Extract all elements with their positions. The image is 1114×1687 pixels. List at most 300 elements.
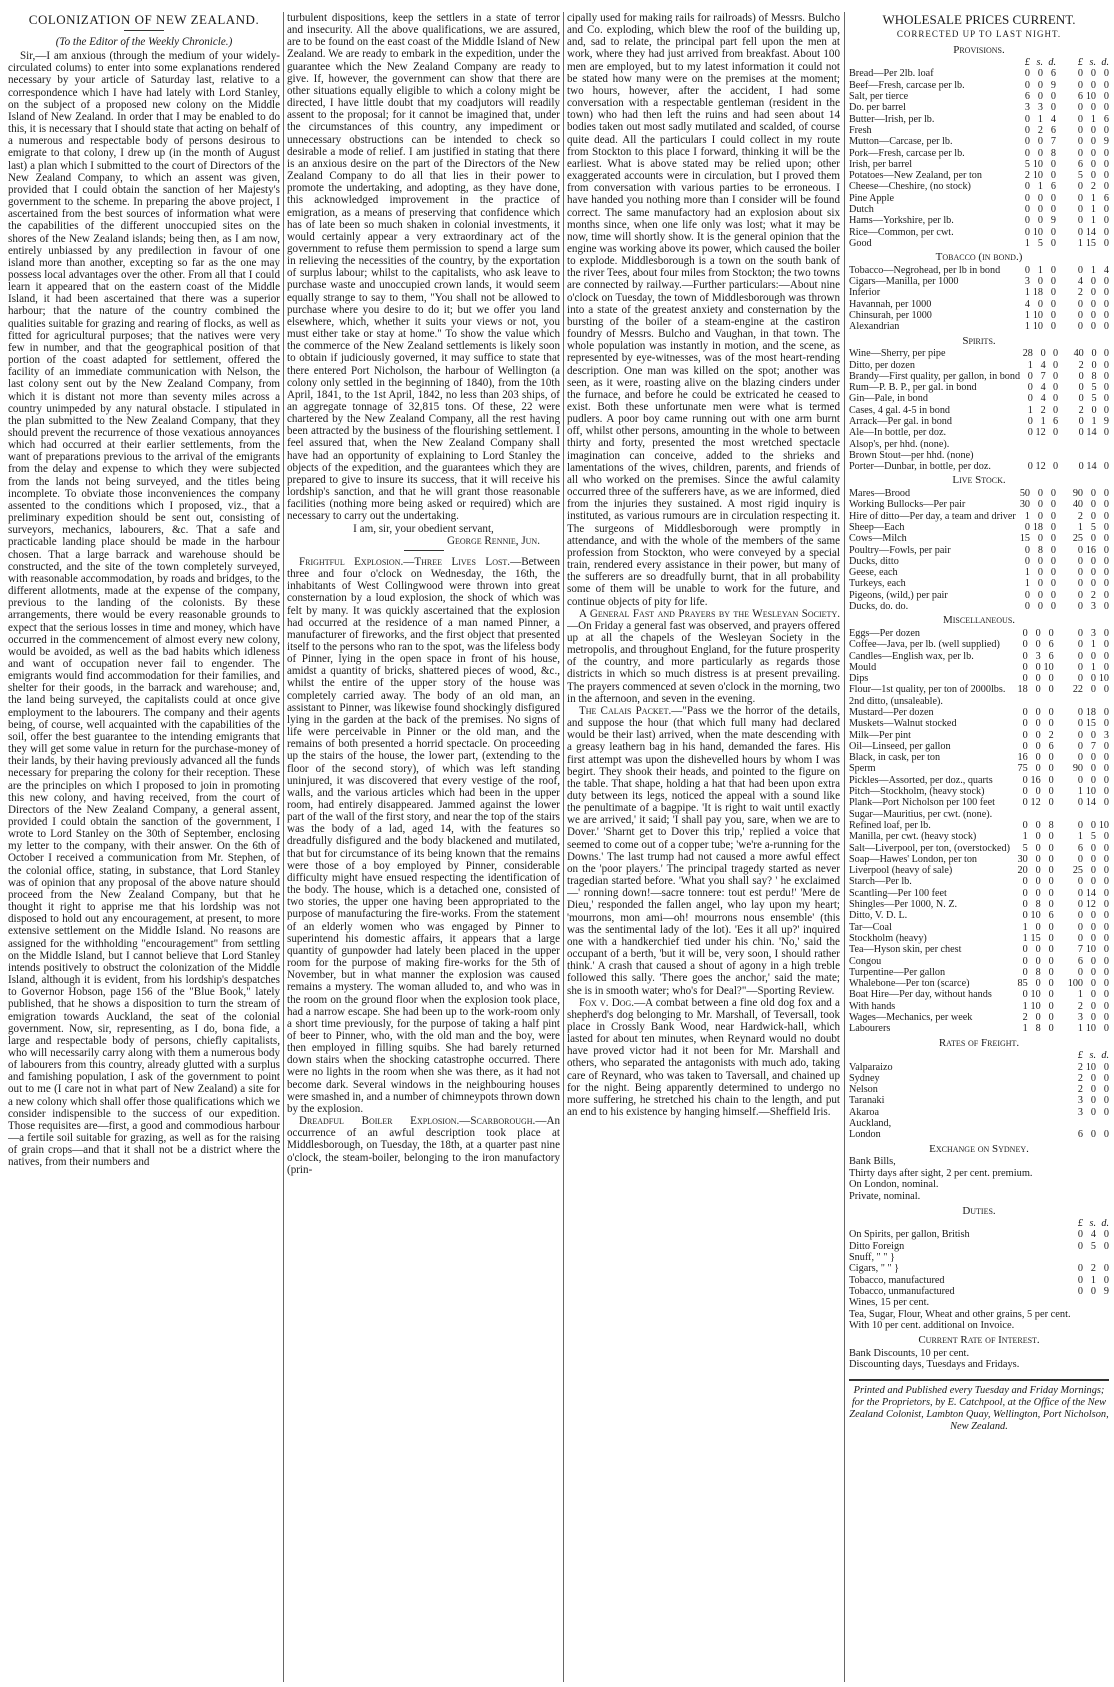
price-value: 0 bbox=[1035, 639, 1041, 651]
price-value: 0 bbox=[1050, 544, 1056, 556]
price-value: 0 bbox=[1050, 589, 1056, 601]
price-value: 0 bbox=[1077, 876, 1083, 888]
price-row bbox=[849, 989, 1109, 1000]
price-value: 0 bbox=[1090, 1072, 1096, 1084]
price-value: 1 bbox=[1022, 831, 1028, 843]
price-value: 0 bbox=[1090, 1084, 1096, 1096]
price-item-name: Working Bullocks—Per pair bbox=[849, 499, 966, 511]
price-value: 0 bbox=[1103, 752, 1109, 764]
price-value bbox=[1096, 696, 1109, 707]
currency-header: s. bbox=[1089, 1218, 1096, 1230]
price-value: 4 bbox=[1077, 276, 1083, 288]
price-value: 1 bbox=[1037, 113, 1043, 125]
price-row bbox=[849, 1095, 1109, 1106]
price-value: 18 bbox=[1017, 684, 1028, 696]
price-item-name: Flour—1st quality, per ton of 2000lbs. bbox=[849, 684, 1006, 696]
price-row bbox=[849, 511, 1109, 522]
price-value: 0 bbox=[1048, 1023, 1054, 1035]
price-value: 0 bbox=[1090, 310, 1096, 322]
price-item-name: Ditto Foreign bbox=[849, 1240, 905, 1252]
price-value: 0 bbox=[1077, 910, 1083, 922]
price-separator bbox=[1054, 741, 1068, 752]
price-row bbox=[849, 831, 1109, 842]
price-value: 0 bbox=[1024, 192, 1030, 204]
price-item-name: Alexandrian bbox=[849, 321, 900, 333]
price-item-name: Shingles—Per 1000, N. Z. bbox=[849, 899, 958, 911]
price-value: 0 bbox=[1022, 627, 1028, 639]
price-value: 0 bbox=[1077, 601, 1083, 613]
price-value bbox=[1097, 450, 1109, 461]
price-value: 5 bbox=[1024, 158, 1030, 170]
price-separator bbox=[1056, 265, 1070, 276]
price-value: 0 bbox=[1050, 533, 1056, 545]
price-value: 10 bbox=[1032, 226, 1043, 238]
price-separator bbox=[1054, 922, 1068, 933]
price-separator bbox=[1054, 797, 1068, 808]
price-value: 6 bbox=[1052, 415, 1059, 427]
price-value: 0 bbox=[1103, 102, 1109, 114]
price-row bbox=[849, 114, 1109, 125]
price-item-name: Porter—Dunbar, in bottle, per doz. bbox=[849, 461, 991, 473]
price-item-name: Oil—Linseed, per gallon bbox=[849, 740, 951, 752]
price-value: 16 bbox=[1085, 544, 1096, 556]
price-separator bbox=[1054, 1012, 1068, 1023]
price-value: 0 bbox=[1077, 136, 1083, 148]
price-separator bbox=[1058, 348, 1071, 359]
price-value: 30 bbox=[1017, 853, 1028, 865]
price-value: 0 bbox=[1052, 382, 1059, 394]
price-value: 0 bbox=[1090, 932, 1096, 944]
price-value: 0 bbox=[1022, 774, 1028, 786]
price-row bbox=[849, 741, 1109, 752]
price-value bbox=[1071, 439, 1084, 450]
price-value: 0 bbox=[1035, 740, 1041, 752]
price-value: 2 bbox=[1022, 1012, 1028, 1024]
price-value: 0 bbox=[1103, 650, 1109, 662]
price-item-name: Tobacco, manufactured bbox=[849, 1274, 945, 1286]
price-value: 0 bbox=[1024, 113, 1030, 125]
price-item-name: Inferior bbox=[849, 287, 881, 299]
price-value: 0 bbox=[1048, 763, 1054, 775]
price-value: 1 bbox=[1024, 510, 1030, 522]
price-value: 10 bbox=[1043, 661, 1054, 673]
price-value: 10 bbox=[1085, 944, 1096, 956]
price-sections bbox=[849, 45, 1109, 1035]
price-row bbox=[849, 193, 1109, 204]
price-row bbox=[849, 522, 1109, 533]
price-value: 0 bbox=[1035, 673, 1041, 685]
price-value: 0 bbox=[1103, 427, 1109, 439]
price-value: 9 bbox=[1050, 79, 1056, 91]
price-value: 0 bbox=[1035, 707, 1041, 718]
price-value: 0 bbox=[1090, 136, 1096, 148]
article-explosion bbox=[287, 556, 560, 1115]
price-value: 0 bbox=[1050, 567, 1056, 579]
price-value: 3 bbox=[1077, 1095, 1083, 1107]
price-value: 90 bbox=[1072, 763, 1083, 775]
price-value: 0 bbox=[1103, 567, 1109, 579]
column-colonization bbox=[8, 12, 280, 1682]
price-item-name: Dips bbox=[849, 673, 869, 685]
price-value: 0 bbox=[1078, 461, 1084, 473]
price-value: 0 bbox=[1103, 68, 1109, 80]
price-value: 0 bbox=[1022, 910, 1028, 922]
price-value: 0 bbox=[1090, 842, 1096, 854]
price-value: 0 bbox=[1103, 1000, 1109, 1012]
price-value: 0 bbox=[1077, 932, 1083, 944]
price-value: 0 bbox=[1090, 966, 1096, 978]
price-value: 0 bbox=[1103, 404, 1109, 416]
price-row bbox=[849, 809, 1109, 820]
price-value: 0 bbox=[1103, 921, 1109, 933]
price-value: 0 bbox=[1103, 842, 1109, 854]
price-separator bbox=[1054, 831, 1068, 842]
price-row bbox=[849, 215, 1109, 226]
price-value: 0 bbox=[1103, 774, 1109, 786]
price-value: 0 bbox=[1090, 499, 1096, 511]
price-row bbox=[849, 299, 1109, 310]
article-text-boiler: —An occurrence of an awful description took place at Middlesborough, on Tuesday, the 18th, at a quarter past nine o'clock, the steam-boiler, belonging to the iron manufactory (prin- bbox=[287, 1115, 560, 1176]
price-item-name: Bread—Per 2lb. loaf bbox=[849, 68, 934, 80]
price-row bbox=[849, 310, 1109, 321]
price-value: 0 bbox=[1022, 639, 1028, 651]
price-value bbox=[1020, 450, 1033, 461]
price-value: 0 bbox=[1090, 729, 1096, 741]
price-value: 0 bbox=[1090, 158, 1096, 170]
price-value: 0 bbox=[1103, 359, 1109, 371]
price-value: 8 bbox=[1050, 147, 1056, 159]
price-row bbox=[849, 1073, 1109, 1084]
price-value: 0 bbox=[1103, 124, 1109, 136]
price-separator bbox=[1056, 125, 1070, 136]
price-value: 0 bbox=[1103, 684, 1109, 696]
price-row bbox=[849, 590, 1109, 601]
price-value: 0 bbox=[1048, 797, 1054, 809]
price-item-name: Valparaizo bbox=[849, 1061, 893, 1073]
price-value: 0 bbox=[1103, 1106, 1109, 1118]
price-separator bbox=[1056, 511, 1070, 522]
price-value bbox=[1096, 1252, 1109, 1263]
price-row bbox=[849, 1023, 1109, 1034]
price-value: 0 bbox=[1077, 578, 1083, 590]
price-item-name: Boat Hire—Per day, without hands bbox=[849, 989, 992, 1001]
price-row bbox=[849, 125, 1109, 136]
price-value: 0 bbox=[1103, 158, 1109, 170]
price-value bbox=[1097, 439, 1109, 450]
price-value: 9 bbox=[1050, 215, 1056, 227]
price-value: 0 bbox=[1103, 544, 1109, 556]
price-value: 0 bbox=[1103, 1274, 1109, 1286]
price-value: 0 bbox=[1103, 533, 1109, 545]
price-value: 0 bbox=[1077, 650, 1083, 662]
price-value: 0 bbox=[1048, 707, 1054, 718]
price-value: 0 bbox=[1077, 298, 1083, 310]
price-separator bbox=[1056, 321, 1070, 332]
price-value: 0 bbox=[1090, 170, 1096, 182]
price-value: 6 bbox=[1048, 910, 1054, 922]
price-row bbox=[849, 1229, 1109, 1240]
price-value: 0 bbox=[1090, 752, 1096, 764]
price-item-name: Plank—Port Nicholson per 100 feet bbox=[849, 797, 995, 809]
price-item-name: Liverpool (heavy of sale) bbox=[849, 865, 953, 877]
price-separator bbox=[1054, 730, 1068, 741]
price-item-name: Potatoes—New Zealand, per ton bbox=[849, 170, 982, 182]
price-value: 0 bbox=[1037, 589, 1043, 601]
price-row bbox=[849, 170, 1109, 181]
price-separator bbox=[1054, 944, 1068, 955]
price-row bbox=[849, 662, 1109, 673]
duties-note: Wines, 15 per cent. bbox=[849, 1297, 930, 1309]
price-value: 0 bbox=[1090, 1000, 1096, 1012]
price-value: 0 bbox=[1022, 819, 1028, 831]
price-value: 0 bbox=[1077, 310, 1083, 322]
price-value: 0 bbox=[1090, 555, 1096, 567]
price-value: 0 bbox=[1103, 287, 1109, 299]
price-value: 0 bbox=[1035, 786, 1041, 798]
price-value: 3 bbox=[1090, 601, 1096, 613]
price-value: 0 bbox=[1078, 370, 1084, 382]
price-value: 0 bbox=[1077, 718, 1083, 730]
price-value: 0 bbox=[1035, 853, 1041, 865]
price-value: 0 bbox=[1090, 79, 1096, 91]
price-value: 3 bbox=[1090, 627, 1096, 639]
price-item-name: Pigeons, (wild,) per pair bbox=[849, 589, 948, 601]
article-text-explosion: —Between three and four o'clock on Wednesday, the 16th, the inhabitants of West Collingwood were thrown into great consternation by a loud explosion, the shock of which was felt by many. It was quickly ascertained that the explosion had occurred at the residence of a man named Pinner, a manufacturer of fireworks, and the first object that presented itself to the persons who ran to the spot, was the lifeless body of Pinner, lying in the open space in front of his house, amidst a quantity of bricks, shattered pieces of wood, &c., whilst the entire of the upper story of the house was completely carried away. The body of an old man, an assistant to Pinner, was likewise found shockingly disfigured lying in the garden at the back of the premises. No signs of life were perceivable in Pinner or the old man, and the remains of both presented a horrid spectacle. On proceeding up the stairs of the house, the lower part, (extending to the floor of the second story), of which was left standing uninjured, it was discovered that every vestige of the roof, walls, and the various articles which had been in the upper room, had entirely disappeared. Jammed against the lower part of the wall of the first story, and near the top of the stairs was the body of a lad, aged 14, with the features so dreadfully disfigured and the body blackened and mutilated, that but for circumstance of its being known that the remains were those of a boy employed by Pinner, considerable difficulty might have ensued respecting the identification of the body. The house, which is a detached one, consisted of two stories, the upper one having been appropriated to the purpose of manufacturing the fire-works. From the statement of an elderly women who was engaged by Pinner to superintend his domestic affairs, it appears that a large quantity of gunpowder had lately been placed in the upper room for the purpose of making fire-works for the 5th of November, but in what manner the explosion was caused remains a mystery. The woman alluded to, and who was in the room on the ground floor when the explosion took place, had a narrow escape. She had been up to the work-room only a short time previously, for the purpose of taking a half pint of beer to Pinner, who, with the old man and the boy, were then employed in filling squibs. She had barely returned down stairs when the shocking catastrophe occurred. There were no lights in the room when she was there, as it had not become dark. Several windows in the neighbouring houses were smashed in, and a number of chimneypots thrown down by the explosion. bbox=[287, 555, 560, 1115]
price-value: 0 bbox=[1103, 298, 1109, 310]
price-separator bbox=[1054, 775, 1068, 786]
duties-notes bbox=[849, 1297, 1109, 1332]
price-value: 0 bbox=[1103, 718, 1109, 730]
price-value: 0 bbox=[1090, 276, 1096, 288]
price-row bbox=[849, 1286, 1109, 1297]
price-item-name: Ale—In bottle, per doz. bbox=[849, 427, 947, 439]
price-value: 0 bbox=[1037, 499, 1043, 511]
price-value: 0 bbox=[1077, 181, 1083, 193]
price-value: 0 bbox=[1048, 673, 1054, 685]
price-row bbox=[849, 910, 1109, 921]
price-value: 0 bbox=[1077, 729, 1083, 741]
price-separator bbox=[1054, 820, 1068, 831]
price-separator bbox=[1054, 696, 1068, 707]
price-separator bbox=[1054, 786, 1068, 797]
price-value: 2 bbox=[1078, 404, 1084, 416]
price-value: 0 bbox=[1090, 488, 1096, 500]
price-value: 1 bbox=[1040, 415, 1046, 427]
price-separator bbox=[1054, 989, 1068, 1000]
currency-header-spacer bbox=[849, 57, 1017, 68]
price-value: 3 bbox=[1037, 102, 1043, 114]
price-separator bbox=[1056, 102, 1070, 113]
price-item-name: Good bbox=[849, 237, 872, 249]
price-value: 12 bbox=[1030, 797, 1041, 809]
prices-subtitle: CORRECTED UP TO LAST NIGHT. bbox=[896, 29, 1062, 39]
price-row bbox=[849, 628, 1109, 639]
currency-header: d. bbox=[1101, 57, 1109, 69]
price-value: 0 bbox=[1077, 68, 1083, 80]
price-value: 15 bbox=[1019, 533, 1030, 545]
price-value: 0 bbox=[1103, 932, 1109, 944]
price-row bbox=[849, 181, 1109, 192]
price-value: 0 bbox=[1103, 661, 1109, 673]
price-value: 6 bbox=[1077, 158, 1083, 170]
price-value: 0 bbox=[1077, 1263, 1083, 1275]
price-value: 0 bbox=[1022, 740, 1028, 752]
price-value bbox=[1068, 809, 1083, 820]
price-row bbox=[849, 488, 1109, 499]
freight-title: Rates of Freight. bbox=[938, 1036, 1020, 1049]
price-value: 10 bbox=[1032, 321, 1043, 333]
price-value: 0 bbox=[1050, 298, 1056, 310]
price-value: 6 bbox=[1077, 91, 1083, 103]
price-value: 0 bbox=[1037, 192, 1043, 204]
price-value: 0 bbox=[1035, 661, 1041, 673]
price-value: 0 bbox=[1103, 1084, 1109, 1096]
price-value: 10 bbox=[1085, 786, 1096, 798]
price-value: 0 bbox=[1103, 899, 1109, 911]
column-divider bbox=[563, 12, 564, 1682]
price-item-name: Wine—Sherry, per pipe bbox=[849, 348, 946, 360]
price-separator bbox=[1056, 276, 1070, 287]
price-value: 0 bbox=[1048, 921, 1054, 933]
price-item-name: Fresh bbox=[849, 124, 872, 136]
price-value: 2 bbox=[1077, 1084, 1083, 1096]
price-value: 2 bbox=[1024, 170, 1030, 182]
price-row bbox=[849, 276, 1109, 287]
price-item-name: Alsop's, per hhd. (none). bbox=[849, 438, 950, 450]
price-value: 2 bbox=[1077, 1061, 1083, 1073]
price-value bbox=[1083, 809, 1096, 820]
price-row bbox=[849, 567, 1109, 578]
price-value: 0 bbox=[1090, 1095, 1096, 1107]
price-item-name: Candles—English wax, per lb. bbox=[849, 650, 974, 662]
price-row bbox=[849, 371, 1109, 382]
price-value: 4 bbox=[1040, 382, 1046, 394]
price-value: 1 bbox=[1077, 989, 1083, 1001]
currency-header: £ bbox=[1077, 1218, 1083, 1230]
price-value: 0 bbox=[1103, 853, 1109, 865]
price-value: 0 bbox=[1035, 752, 1041, 764]
price-value: 0 bbox=[1050, 499, 1056, 511]
price-value: 0 bbox=[1090, 955, 1096, 967]
price-value: 7 bbox=[1050, 136, 1056, 148]
price-item-name: Ditto, per dozen bbox=[849, 359, 915, 371]
price-item-name: Tar—Coal bbox=[849, 921, 892, 933]
price-value: 9 bbox=[1103, 1285, 1109, 1297]
price-value: 0 bbox=[1090, 853, 1096, 865]
price-separator bbox=[1056, 193, 1070, 204]
price-value: 0 bbox=[1103, 955, 1109, 967]
price-value: 0 bbox=[1048, 887, 1054, 899]
article-calais bbox=[567, 705, 840, 997]
price-row bbox=[849, 639, 1109, 650]
currency-header: £ bbox=[1077, 57, 1083, 69]
price-value: 0 bbox=[1103, 499, 1109, 511]
price-value: 0 bbox=[1090, 1106, 1096, 1118]
price-value: 0 bbox=[1077, 589, 1083, 601]
price-value: 1 bbox=[1090, 113, 1096, 125]
price-row bbox=[849, 786, 1109, 797]
price-value: 0 bbox=[1077, 555, 1083, 567]
price-value: 0 bbox=[1103, 237, 1109, 249]
price-separator bbox=[1056, 148, 1070, 159]
price-value: 0 bbox=[1103, 627, 1109, 639]
price-item-name: Mares—Brood bbox=[849, 488, 911, 500]
price-value: 0 bbox=[1027, 427, 1033, 439]
column-divider bbox=[283, 12, 284, 1682]
price-value: 0 bbox=[1048, 853, 1054, 865]
price-value: 0 bbox=[1024, 555, 1030, 567]
price-row bbox=[849, 461, 1109, 472]
price-value: 0 bbox=[1090, 567, 1096, 579]
price-item-name: Cows—Milch bbox=[849, 533, 907, 545]
price-value: 4 bbox=[1040, 359, 1046, 371]
price-value: 0 bbox=[1090, 876, 1096, 888]
currency-header: d. bbox=[1101, 1218, 1109, 1230]
price-value: 0 bbox=[1077, 707, 1083, 718]
price-value: 0 bbox=[1050, 192, 1056, 204]
price-item-name: Cases, 4 gal. 4-5 in bond bbox=[849, 404, 951, 416]
price-value bbox=[1083, 1252, 1096, 1263]
price-value: 0 bbox=[1103, 488, 1109, 500]
price-value: 2 bbox=[1090, 1263, 1096, 1275]
price-value bbox=[1033, 439, 1046, 450]
price-value: 0 bbox=[1077, 204, 1083, 216]
price-value: 6 bbox=[1050, 181, 1056, 193]
price-value: 0 bbox=[1103, 348, 1109, 360]
price-value: 0 bbox=[1103, 1095, 1109, 1107]
price-value: 0 bbox=[1077, 740, 1083, 752]
price-item-name: Cheese—Cheshire, (no stock) bbox=[849, 181, 971, 193]
price-value: 16 bbox=[1017, 752, 1028, 764]
price-value: 0 bbox=[1090, 147, 1096, 159]
article-body-continued: turbulent dispositions, keep the settlers in a state of terror and insecurity. All the above qualifications, we are assured, are to be found on the east coast of the Middle Island of New Zealand. We are ready to embark in the expedition, under the guarantee which the New Zealand Company are ready to give. If, however, the government can show that there are other situations equally eligible to which a colony might be directed, I have little doubt that my coadjutors will readily assent to the proposal; for it cannot be imagined that, under the circumstances of this country, any impediment or unnecessary obstructions can be intended to check so desirable a mode of relief. I am justified in stating that there is an anxious desire on the part of the Directors of the New Zealand Company to do all that lies in their power to promote the undertaking, and adopting, as they have done, this acknowledged improvement in the practice of emigration, as a means of preserving that confidence which has of late been so much shaken in colonial investments, it would certainly appear a very extraordinary act of the government to refuse them permission to spend a large sum in relieving the necessities of the country, by the exportation of surplus labour; whilst to the capitalists, who ask leave to purchase waste and unoccupied crown lands, it would seem equally strange to say to them, "You shall not be allowed to purchase where you desire to do it; but we offer you land elsewhere, which, whether it suits your views or not, you must either take or stay at home." To show the value which the commerce of the New Zealand settlements is likely soon to obtain if judiciously governed, it may suffice to state that there entered Port Nicholson, the harbour of Wellington (a colony only settled in the beginning of 1840), from the 10th April, 1841, to the 1st April, 1842, no less than 203 ships, of an aggregate tonnage of 32,815 tons. Of these, 22 were chartered by the New Zealand Company, all the rest having been attracted by the business of the flourishing settlement. I feel assured that, when the New Zealand Company shall have had an opportunity of explaining to Lord Stanley the objects of the expedition, and the guarantees which they are prepared to give to insure its success, that it will receive his lordship's sanction, and that he will grant those reasonable facilities (nothing more being asked or required) which are necessary to carry out the undertaking. bbox=[287, 12, 560, 523]
price-item-name: Scantling—Per 100 feet bbox=[849, 887, 947, 899]
price-value: 6 bbox=[1048, 650, 1054, 662]
price-value: 0 bbox=[1035, 876, 1041, 888]
price-value: 1 bbox=[1090, 264, 1096, 276]
price-value: 3 bbox=[1024, 276, 1030, 288]
price-value: 2 bbox=[1077, 1072, 1083, 1084]
price-item-name: Pickles—Assorted, per doz., quarts bbox=[849, 774, 993, 786]
price-item-name: Geese, each bbox=[849, 567, 898, 579]
price-value: 0 bbox=[1103, 1072, 1109, 1084]
price-value: 0 bbox=[1027, 415, 1033, 427]
currency-header-spacer bbox=[849, 1218, 1070, 1229]
interest-line: Bank Discounts, 10 per cent. bbox=[849, 1347, 970, 1359]
price-separator bbox=[1056, 204, 1070, 215]
price-item-name: Brown Stout—per hhd. (none) bbox=[849, 449, 974, 461]
price-separator bbox=[1056, 181, 1070, 192]
price-row bbox=[849, 545, 1109, 556]
price-row bbox=[849, 533, 1109, 544]
price-row bbox=[849, 1084, 1109, 1095]
price-separator bbox=[1056, 238, 1070, 249]
price-value: 0 bbox=[1048, 718, 1054, 730]
price-item-name: Beef—Fresh, carcase per lb. bbox=[849, 79, 965, 91]
price-separator bbox=[1056, 488, 1070, 499]
price-value: 0 bbox=[1024, 544, 1030, 556]
price-value: 1 bbox=[1024, 287, 1030, 299]
price-value: 7 bbox=[1090, 740, 1096, 752]
price-value: 10 bbox=[1032, 158, 1043, 170]
price-value: 0 bbox=[1103, 321, 1109, 333]
price-value bbox=[1028, 809, 1041, 820]
price-separator bbox=[1054, 1001, 1068, 1012]
price-value: 0 bbox=[1048, 684, 1054, 696]
price-row bbox=[849, 578, 1109, 589]
price-row bbox=[849, 843, 1109, 854]
duties-title: Duties. bbox=[962, 1204, 996, 1217]
